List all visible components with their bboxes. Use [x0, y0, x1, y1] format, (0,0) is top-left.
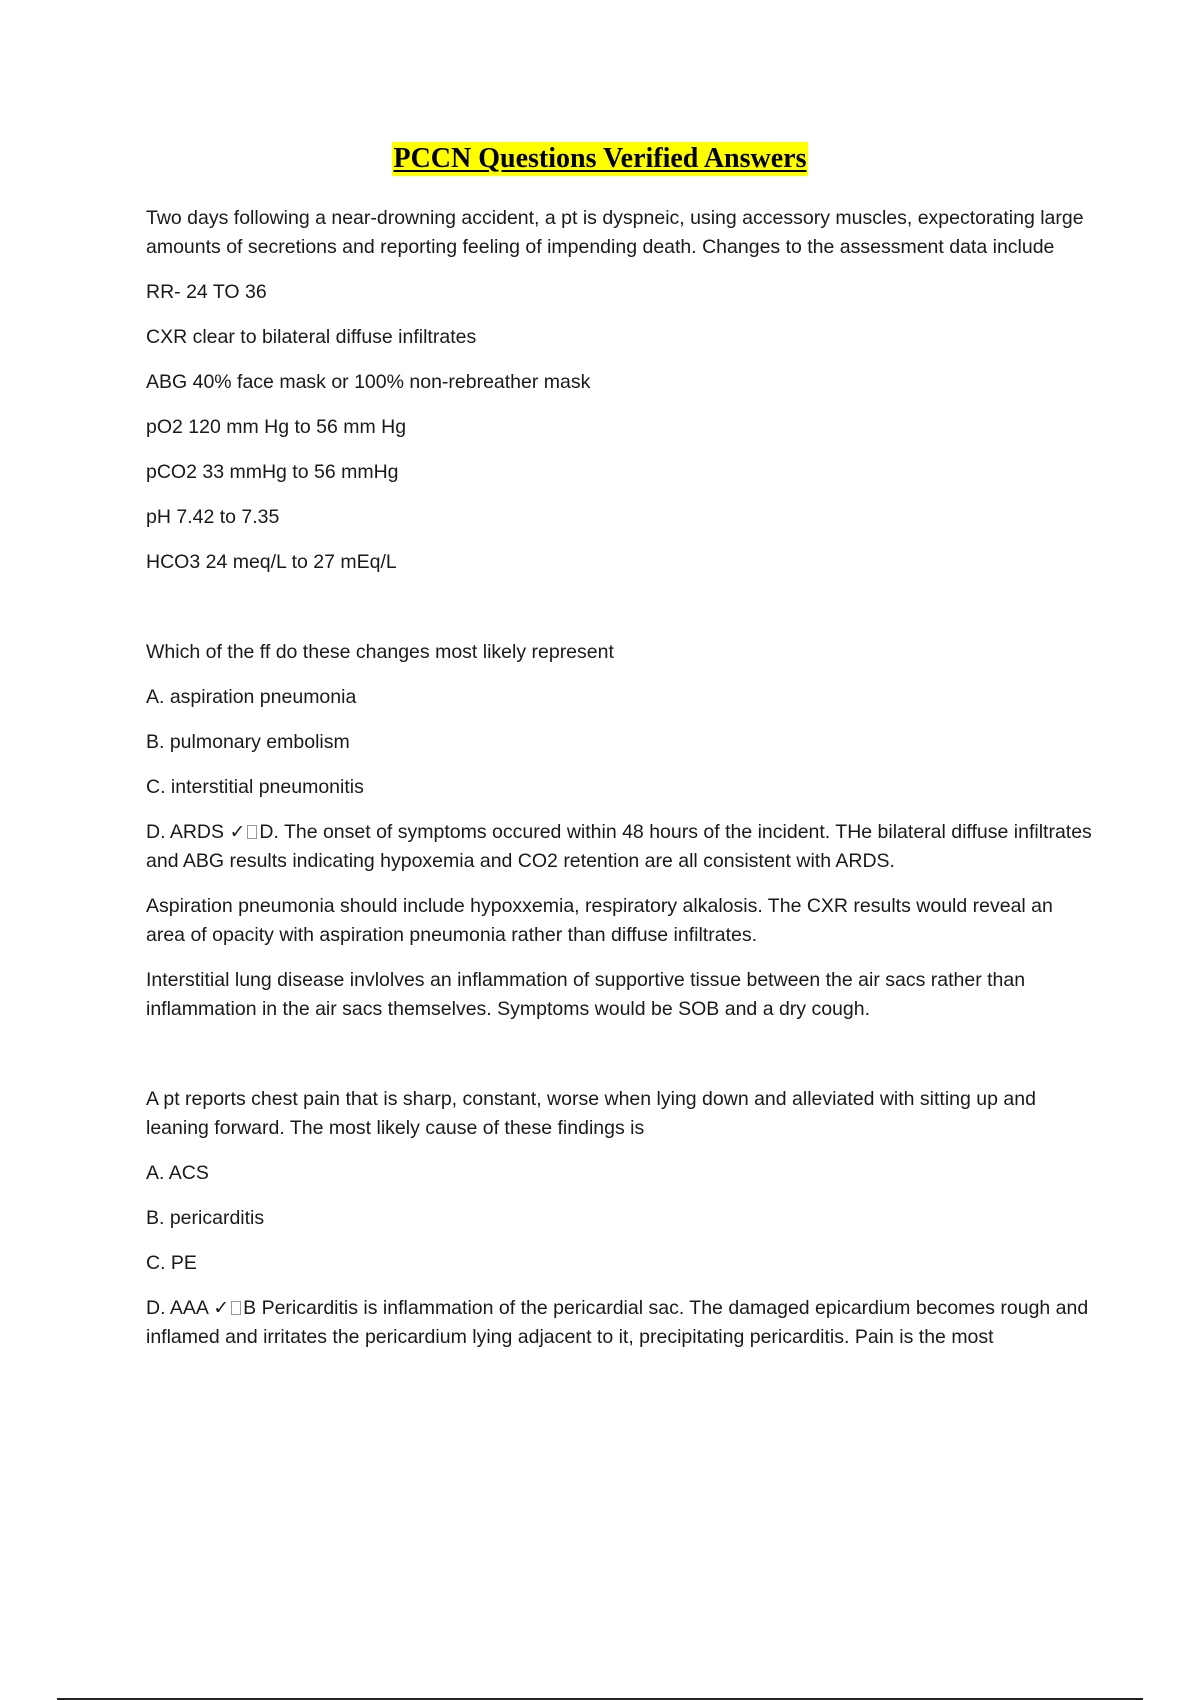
q2-stem: A pt reports chest pain that is sharp, constant, worse when lying down and alleviated with sitting up and leaning forward. The most likely cause of these findings is [146, 1088, 1036, 1139]
q1-option: A. aspiration pneumonia [146, 686, 357, 708]
q1-option: C. interstitial pneumonitis [146, 776, 364, 798]
q2-answer: B Pericarditis is inflammation of the pericardial sac. The damaged epicardium becomes rough and inflamed and irritates the pericardium lying adjacent to it, precipitating pericarditis. Pain is the most [146, 1297, 1089, 1348]
checkmark-icon: ✓ [229, 821, 246, 843]
q1-explanation: Aspiration pneumonia should include hypoxxemia, respiratory alkalosis. The CXR results would reveal an area of opacity with aspiration pneumonia rather than diffuse infiltrates. [146, 895, 1053, 946]
q1-last-option: D. ARDS [146, 821, 225, 843]
q1-answer-paragraph [146, 818, 1092, 876]
q1-data-line: RR- 24 TO 36 [146, 281, 267, 303]
q2-option: C. PE [146, 1252, 197, 1274]
q2-option: A. ACS [146, 1162, 209, 1184]
q1-data-line: pH 7.42 to 7.35 [146, 506, 280, 528]
q1-data-line: pCO2 33 mmHg to 56 mmHg [146, 461, 399, 483]
section-gap [146, 593, 1092, 638]
q1-data-line: ABG 40% face mask or 100% non-rebreather mask [146, 371, 591, 393]
section-gap [146, 1040, 1092, 1085]
q2-last-option: D. AAA [146, 1297, 208, 1319]
title-container [0, 142, 1200, 176]
q1-answer: D. The onset of symptoms occured within 48 hours of the incident. THe bilateral diffuse infiltrates and ABG results indicating hypoxemia and CO2 retention are all consistent with ARDS. [146, 821, 1092, 872]
q1-data-line: CXR clear to bilateral diffuse infiltrates [146, 326, 477, 348]
document-body [146, 204, 1092, 1368]
q1-explanation: Interstitial lung disease invlolves an inflammation of supportive tissue between the air sacs rather than inflammation in the air sacs themselves. Symptoms would be SOB and a dry cough. [146, 969, 1026, 1020]
document-title: PCCN Questions Verified Answers [393, 143, 807, 174]
q1-data-line: HCO3 24 meq/L to 27 mEq/L [146, 551, 397, 573]
empty-box-icon [231, 1301, 241, 1315]
checkmark-icon: ✓ [213, 1297, 230, 1319]
q1-question: Which of the ff do these changes most likely represent [146, 641, 614, 663]
q1-data-line: pO2 120 mm Hg to 56 mm Hg [146, 416, 407, 438]
q2-option: B. pericarditis [146, 1207, 265, 1229]
q2-answer-paragraph [146, 1294, 1092, 1352]
q1-stem: Two days following a near-drowning accident, a pt is dyspneic, using accessory muscles, expectorating large amounts of secretions and reporting feeling of impending death. Changes to the assessment data include [146, 207, 1084, 258]
empty-box-icon [247, 825, 257, 839]
q1-option: B. pulmonary embolism [146, 731, 350, 753]
